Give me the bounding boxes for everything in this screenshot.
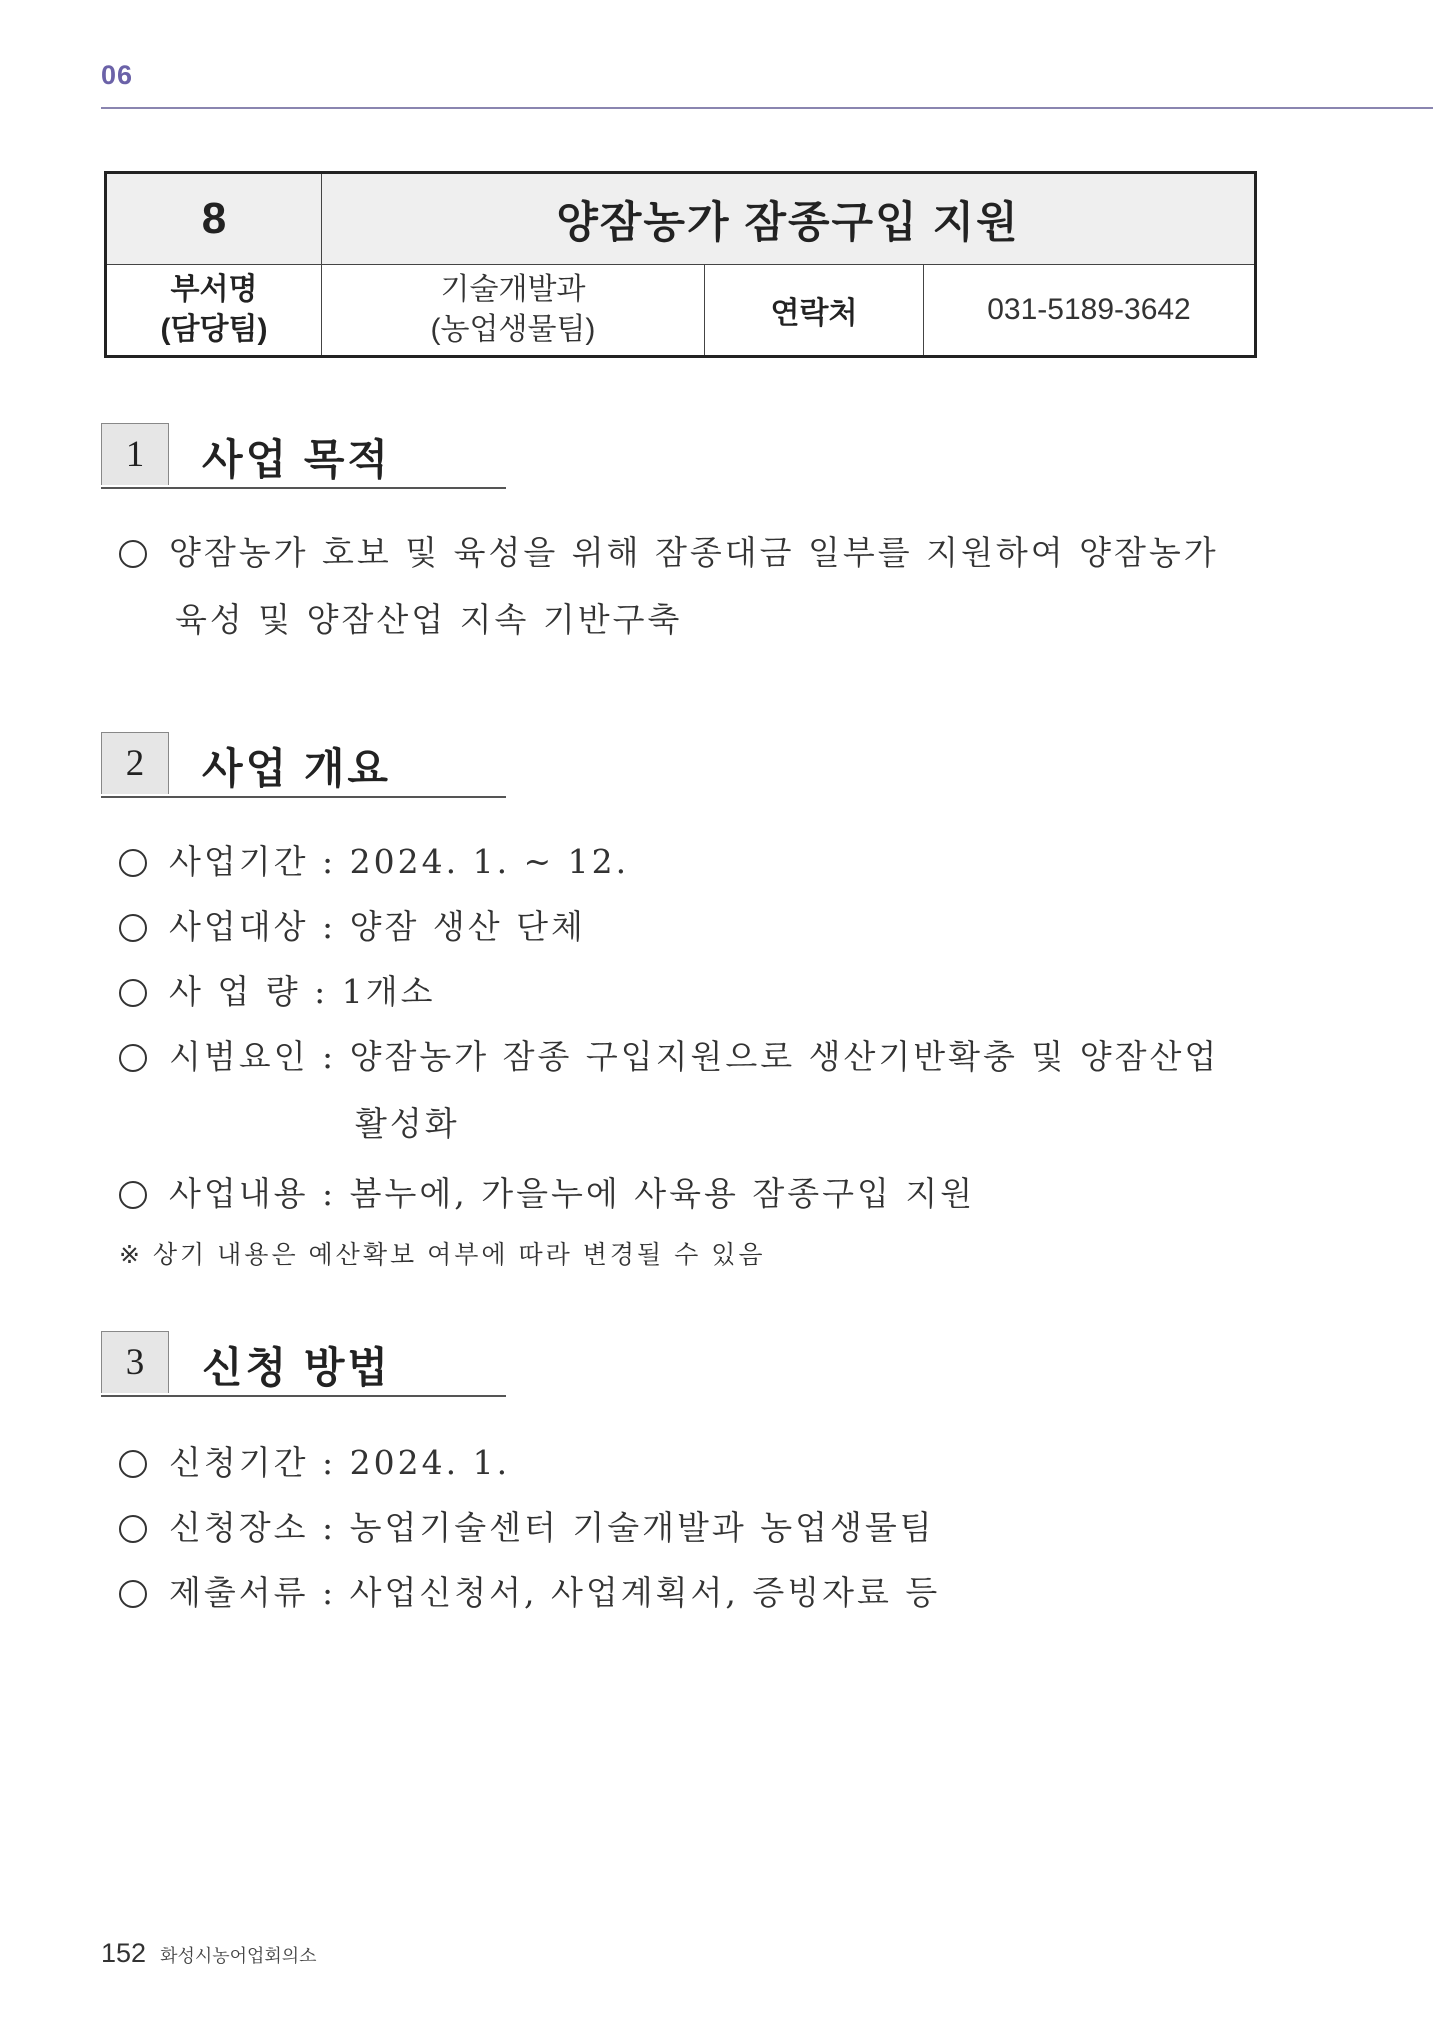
dept-label-line1: 부서명 [170, 273, 258, 306]
section-number: 1 [101, 423, 169, 485]
list-item: 사 업 량 : 1개소 [119, 966, 435, 1013]
list-item: 신청기간 : 2024. 1. [119, 1437, 510, 1484]
chapter-number: 06 [101, 60, 134, 90]
list-item-continuation: 활성화 [355, 1104, 460, 1143]
section-1-heading [101, 423, 506, 489]
circle-bullet-icon [119, 1044, 147, 1072]
section-2-heading [101, 732, 506, 798]
program-title: 양잠농가 잠종구입 지원 [322, 173, 1256, 265]
page-number: 152 [101, 1938, 147, 1968]
circle-bullet-icon [119, 1181, 147, 1209]
contact-phone: 031-5189-3642 [924, 265, 1256, 357]
dept-label-line2: (담당팀) [160, 313, 268, 346]
page-footer [101, 1938, 317, 1969]
list-item: 시범요인 : 양잠농가 잠종 구입지원으로 생산기반확충 및 양잠산업 [119, 1031, 1219, 1078]
header-rule [101, 107, 1433, 109]
circle-bullet-icon [119, 540, 147, 568]
section-title: 신청 방법 [202, 1344, 391, 1391]
section-3-heading [101, 1331, 506, 1397]
circle-bullet-icon [119, 849, 147, 877]
publication-name: 화성시농어업회의소 [160, 1946, 317, 1966]
circle-bullet-icon [119, 979, 147, 1007]
dept-value-line2: (농업생물팀) [430, 313, 596, 346]
list-item: 사업내용 : 봄누에, 가을누에 사육용 잠종구입 지원 [119, 1168, 975, 1215]
dept-value-cell [322, 265, 705, 357]
section-title: 사업 개요 [202, 745, 391, 792]
section-number: 3 [101, 1331, 169, 1393]
list-item: 양잠농가 호보 및 육성을 위해 잠종대금 일부를 지원하여 양잠농가 [119, 527, 1219, 574]
list-item: 사업기간 : 2024. 1. ~ 12. [119, 836, 629, 883]
section-number: 2 [101, 732, 169, 794]
section-title: 사업 목적 [202, 436, 391, 483]
dept-value-line1: 기술개발과 [440, 273, 586, 306]
list-item: 사업대상 : 양잠 생산 단체 [119, 901, 586, 948]
list-item: 제출서류 : 사업신청서, 사업계획서, 증빙자료 등 [119, 1567, 940, 1614]
program-number: 8 [106, 173, 322, 265]
list-item: 신청장소 : 농업기술센터 기술개발과 농업생물팀 [119, 1502, 935, 1549]
circle-bullet-icon [119, 1450, 147, 1478]
program-info-table [104, 171, 1257, 358]
list-item-continuation: 육성 및 양잠산업 지속 기반구축 [175, 600, 683, 639]
circle-bullet-icon [119, 1580, 147, 1608]
note-text: ※ 상기 내용은 예산확보 여부에 따라 변경될 수 있음 [119, 1241, 766, 1269]
circle-bullet-icon [119, 914, 147, 942]
circle-bullet-icon [119, 1515, 147, 1543]
dept-label-cell [106, 265, 322, 357]
contact-label: 연락처 [705, 265, 924, 357]
